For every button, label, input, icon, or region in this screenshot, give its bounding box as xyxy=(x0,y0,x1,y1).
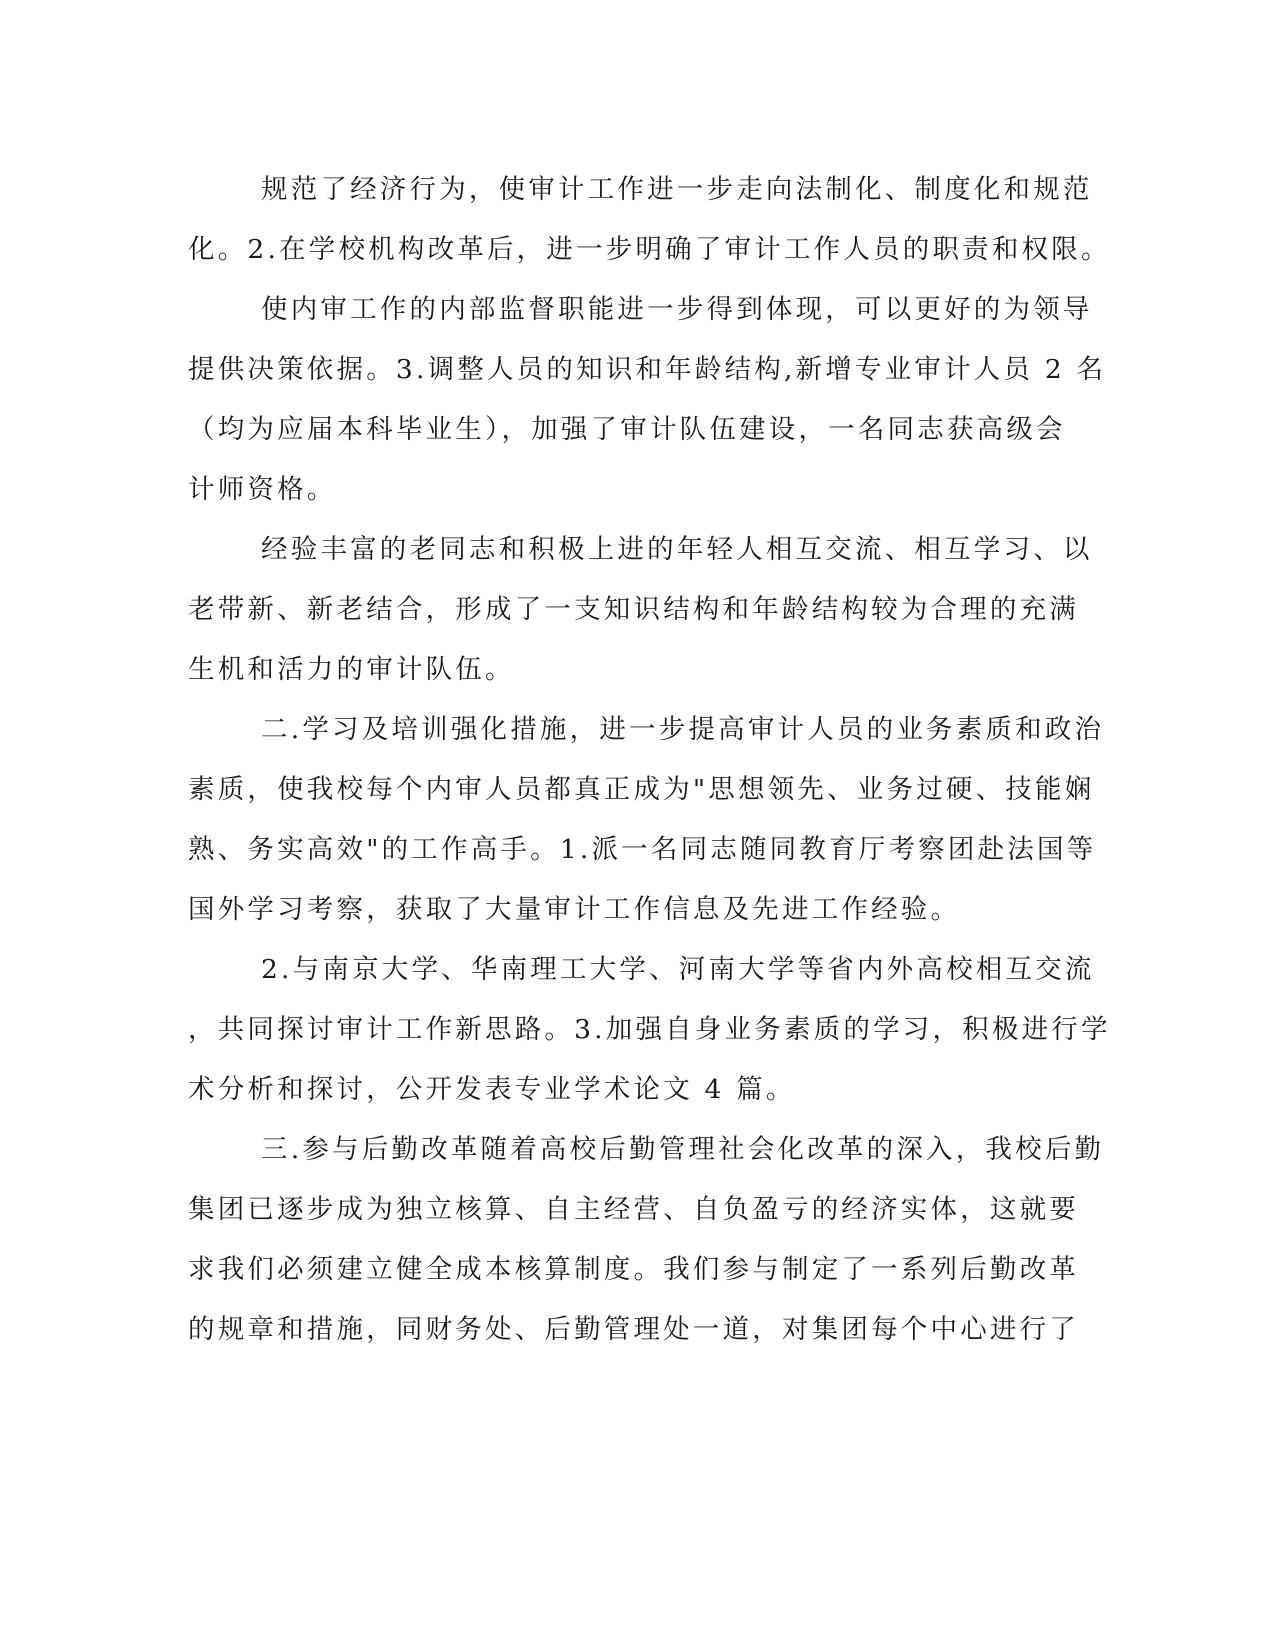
paragraph-4-line-1: 二.学习及培训强化措施，进一步提高审计人员的业务素质和政治 xyxy=(261,714,1105,745)
paragraph-5-line-1: 2.与南京大学、华南理工大学、河南大学等省内外高校相互交流 xyxy=(261,954,1095,985)
paragraph-4-line-3: 熟、务实高效"的工作高手。1.派一名同志随同教育厅考察团赴法国等 xyxy=(188,834,1097,865)
paragraph-1-line-2: 化。2.在学校机构改革后，进一步明确了审计工作人员的职责和权限。 xyxy=(188,234,1111,265)
paragraph-2-line-4: 计师资格。 xyxy=(188,474,337,505)
paragraph-3-line-3: 生机和活力的审计队伍。 xyxy=(188,654,515,685)
paragraph-4-line-4: 国外学习考察，获取了大量审计工作信息及先进工作经验。 xyxy=(188,894,961,925)
paragraph-5-line-3: 术分析和探讨，公开发表专业学术论文 4 篇。 xyxy=(188,1074,796,1105)
paragraph-6-line-1: 三.参与后勤改革随着高校后勤管理社会化改革的深入，我校后勤 xyxy=(261,1134,1105,1165)
paragraph-6-line-2: 集团已逐步成为独立核算、自主经营、自负盈亏的经济实体，这就要 xyxy=(188,1194,1079,1225)
paragraph-3-line-2: 老带新、新老结合，形成了一支知识结构和年龄结构较为合理的充满 xyxy=(188,594,1079,625)
document-body xyxy=(188,160,1111,1360)
paragraph-5-line-2: ，共同探讨审计工作新思路。3.加强自身业务素质的学习，积极进行学 xyxy=(188,1014,1111,1045)
paragraph-6-line-3: 求我们必须建立健全成本核算制度。我们参与制定了一系列后勤改革 xyxy=(188,1254,1079,1285)
paragraph-2-line-2: 提供决策依据。3.调整人员的知识和年龄结构,新增专业审计人员 2 名 xyxy=(188,354,1107,385)
paragraph-3-line-1: 经验丰富的老同志和积极上进的年轻人相互交流、相互学习、以 xyxy=(261,534,1093,565)
paragraph-4-line-2: 素质，使我校每个内审人员都真正成为"思想领先、业务过硬、技能娴 xyxy=(188,774,1095,805)
paragraph-2-line-3: （均为应届本科毕业生），加强了审计队伍建设，一名同志获高级会 xyxy=(188,414,1066,445)
paragraph-2-line-1: 使内审工作的内部监督职能进一步得到体现，可以更好的为领导 xyxy=(261,294,1093,325)
paragraph-6-line-4: 的规章和措施，同财务处、后勤管理处一道，对集团每个中心进行了 xyxy=(188,1314,1079,1345)
paragraph-1-line-1: 规范了经济行为，使审计工作进一步走向法制化、制度化和规范 xyxy=(261,174,1093,205)
